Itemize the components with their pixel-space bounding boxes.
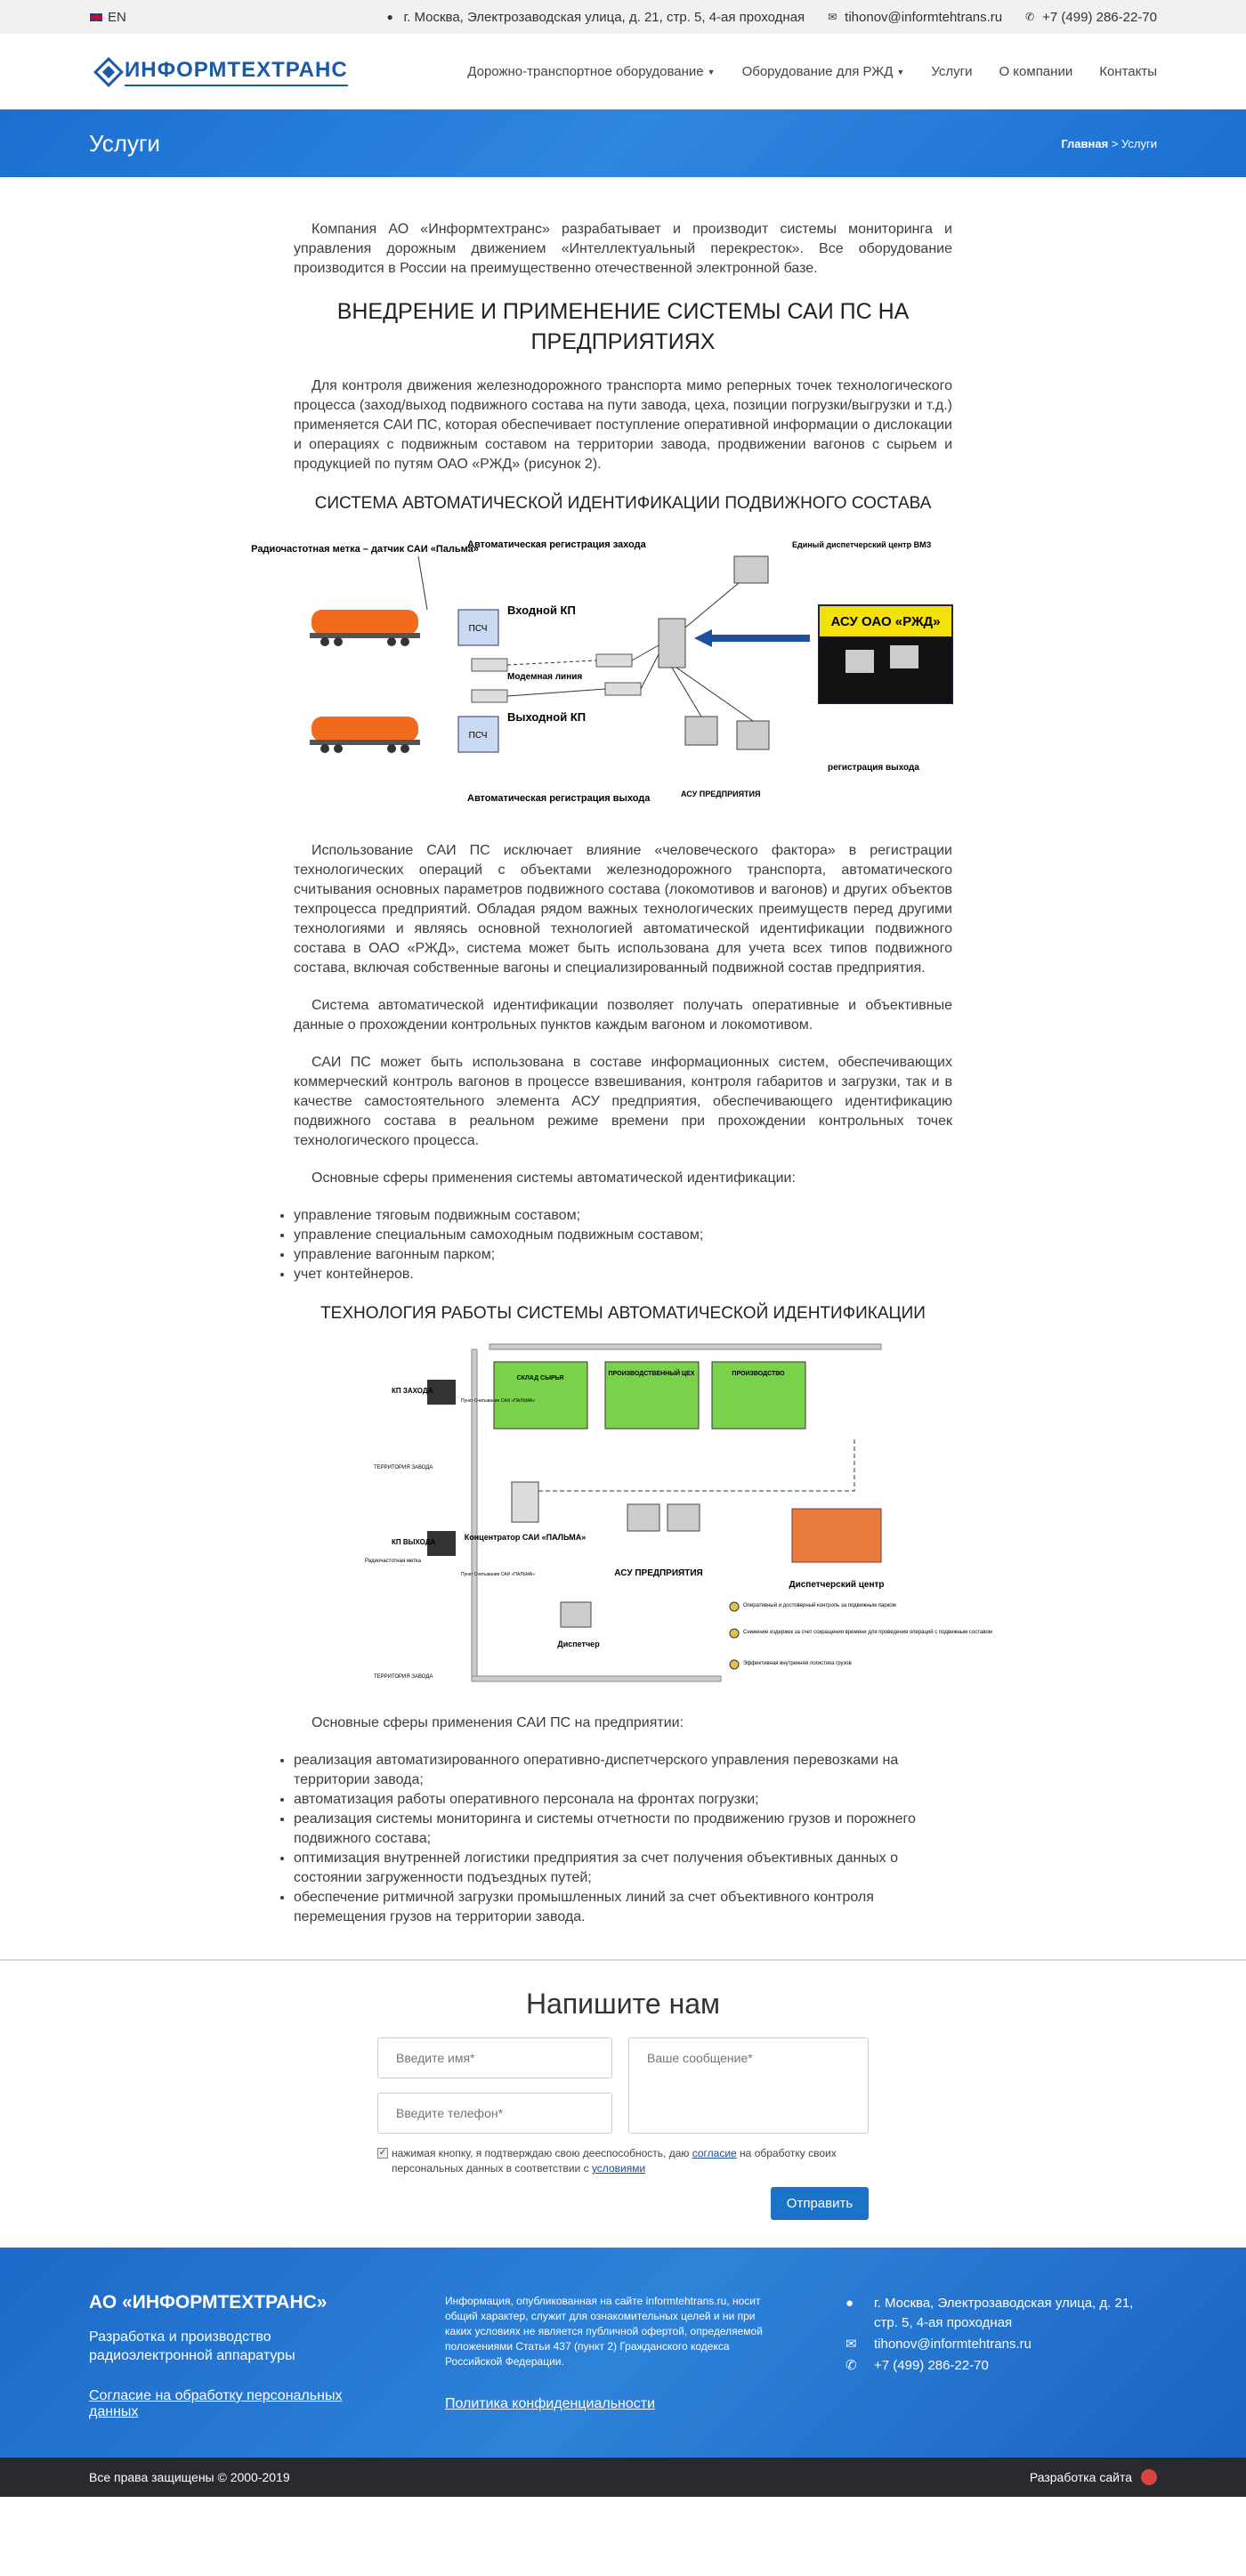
subheading-sai: СИСТЕМА АВТОМАТИЧЕСКОЙ ИДЕНТИФИКАЦИИ ПОДВИЖНОГО СОСТАВА bbox=[314, 494, 932, 513]
language-label[interactable]: EN bbox=[108, 9, 126, 25]
fig1-reg-out: Автоматическая регистрация выхода bbox=[467, 793, 651, 804]
submit-button[interactable]: Отправить bbox=[771, 2187, 869, 2220]
consent-link[interactable]: согласие bbox=[692, 2147, 737, 2159]
map-pin-icon: ● bbox=[386, 11, 393, 23]
fig1-kp-out: Выходной КП bbox=[507, 710, 587, 724]
footer-legal bbox=[445, 2294, 783, 2411]
address-text: г. Москва, Электрозаводская улица, д. 21, стр. 5, 4-ая проходная bbox=[403, 9, 805, 25]
fig2-terr2: ТЕРРИТОРИЯ ЗАВОДА bbox=[374, 1674, 433, 1680]
psch-bottom: ПСЧ bbox=[468, 731, 488, 741]
contact-form bbox=[377, 1961, 869, 2248]
footer-privacy-link[interactable]: Политика конфиденциальности bbox=[445, 2396, 656, 2411]
footer-consent-link[interactable]: Согласие на обработку персональных данных bbox=[89, 2388, 343, 2419]
paragraph-3: Система автоматической идентификации позволяет получать оперативные и объективные данные о прохождении контрольных пунктов каждым вагоном и локомотивом. bbox=[294, 998, 952, 1033]
uk-flag-icon bbox=[89, 12, 103, 22]
email-text[interactable]: tihonov@informtehtrans.ru bbox=[845, 9, 1003, 25]
page-title: Услуги bbox=[89, 129, 160, 157]
nav-services[interactable]: Услуги bbox=[931, 64, 973, 79]
bottom-bar bbox=[0, 2458, 1246, 2497]
footer-phone-text[interactable]: +7 (499) 286-22-70 bbox=[874, 2358, 989, 2373]
footer-email-text[interactable]: tihonov@informtehtrans.ru bbox=[874, 2337, 1032, 2352]
paragraph-5: Основные сферы применения системы автоматической идентификации: bbox=[312, 1171, 796, 1186]
name-input[interactable] bbox=[377, 2037, 612, 2078]
nav-road-equipment[interactable] bbox=[467, 64, 715, 79]
section-heading: ВНЕДРЕНИЕ И ПРИМЕНЕНИЕ СИСТЕМЫ САИ ПС НА ПРЕДПРИЯТИЯХ bbox=[336, 299, 910, 354]
caret-down-icon: ▼ bbox=[707, 68, 716, 77]
consent-checkbox[interactable]: ✓ bbox=[378, 2148, 387, 2158]
message-textarea[interactable] bbox=[628, 2037, 869, 2134]
list-item: • реализация автоматизированного оперативно-диспетчерского управления перевозками на территории завода; bbox=[294, 1751, 952, 1790]
envelope-icon: ✉ bbox=[828, 11, 837, 23]
developer-link[interactable] bbox=[1030, 2469, 1157, 2485]
breadcrumb-separator: > bbox=[1108, 136, 1122, 150]
footer-email[interactable] bbox=[846, 2335, 1157, 2354]
terms-link[interactable]: условиями bbox=[591, 2162, 646, 2175]
developer-logo-icon bbox=[1141, 2469, 1157, 2485]
figure-sai-scheme bbox=[251, 530, 952, 823]
footer-address-text: г. Москва, Электрозаводская улица, д. 21, стр. 5, 4-ая проходная bbox=[874, 2296, 1134, 2330]
fig2-b3: Эффективная внутренняя логистика грузов bbox=[743, 1661, 852, 1666]
list-item: • учет контейнеров. bbox=[294, 1265, 952, 1284]
list-sai-areas bbox=[294, 1206, 952, 1284]
fig2-ceh1: ПРОИЗВОДСТВЕННЫЙ ЦЕХ bbox=[608, 1371, 695, 1377]
consent-text-a: нажимая кнопку, я подтверждаю свою дееспособность, даю bbox=[392, 2147, 692, 2159]
paragraph-2: Использование САИ ПС исключает влияние «человеческого фактора» в регистрации технологических операций с объектами железнодорожного транспорта, автоматического считывания основных параметров подвижного состава (локомотивов и вагонов) и других объектов техпроцесса предприятий. Обладая рядом важных технологических преимуществ перед другими технологиями и являясь основной технологией автоматической идентификации подвижного состава в ОАО «РЖД», система может быть использована для учета всех типов подвижного состава, включая собственные вагоны и специализированный подвижной состав предприятия. bbox=[294, 843, 952, 976]
caret-down-icon: ▼ bbox=[896, 68, 905, 77]
site-header bbox=[0, 34, 1246, 109]
subheading-technology: ТЕХНОЛОГИЯ РАБОТЫ СИСТЕМЫ АВТОМАТИЧЕСКОЙ ИДЕНТИФИКАЦИИ bbox=[320, 1304, 926, 1323]
language-switch[interactable] bbox=[89, 10, 126, 25]
footer-description: Разработка и производство радиоэлектронной аппаратуры bbox=[89, 2329, 295, 2363]
tank-car-top bbox=[310, 610, 420, 646]
copyright: Все права защищены © 2000-2019 bbox=[89, 2470, 290, 2484]
list-item: • реализация системы мониторинга и системы отчетности по продвижению грузов и порожнего подвижного состава; bbox=[294, 1810, 952, 1849]
list-item: • управление тяговым подвижным составом; bbox=[294, 1206, 952, 1226]
fig2-ceh2: ПРОИЗВОДСТВО bbox=[732, 1371, 785, 1377]
footer-company bbox=[89, 2292, 392, 2420]
nav-rzd-equipment[interactable] bbox=[742, 64, 905, 79]
list-enterprise-areas bbox=[294, 1751, 952, 1927]
fig2-sai-bottom: Пункт Считывания САИ «ПАЛЬМА» bbox=[461, 1572, 536, 1577]
phone-icon: ✆ bbox=[846, 2358, 857, 2373]
page-banner bbox=[0, 109, 1246, 177]
fig2-sklad: СКЛАД СЫРЬЯ bbox=[516, 1375, 564, 1381]
fig2-terr1: ТЕРРИТОРИЯ ЗАВОДА bbox=[374, 1465, 433, 1470]
site-logo[interactable] bbox=[98, 58, 348, 86]
map-pin-icon: ● bbox=[846, 2296, 854, 2311]
top-bar bbox=[0, 0, 1246, 34]
fig2-kp-in: КП ЗАХОДА bbox=[392, 1387, 433, 1395]
fig1-center: Единый диспетчерский центр ВМЗ bbox=[792, 540, 932, 549]
phone-icon: ✆ bbox=[1025, 11, 1035, 23]
fig1-reg-in: Автоматическая регистрация захода bbox=[467, 539, 646, 550]
nav-label: Оборудование для РЖД bbox=[741, 64, 894, 79]
fig2-disp: Диспетчер bbox=[557, 1640, 600, 1648]
breadcrumb-current: Услуги bbox=[1121, 136, 1157, 150]
top-address bbox=[386, 10, 805, 25]
fig1-asu-ent: АСУ ПРЕДПРИЯТИЯ bbox=[681, 790, 761, 798]
fig2-dc: Диспетчерский центр bbox=[789, 1580, 885, 1590]
top-email[interactable] bbox=[828, 10, 1002, 25]
developer-text[interactable]: Разработка сайта bbox=[1029, 2470, 1132, 2484]
fig1-reg-exit: регистрация выхода bbox=[828, 763, 919, 773]
fig2-conc: Концентратор САИ «ПАЛЬМА» bbox=[464, 1533, 587, 1542]
footer-address bbox=[846, 2294, 1157, 2333]
figure-technology-scheme bbox=[338, 1340, 992, 1696]
fig1-tag-label: Радиочастотная метка – датчик САИ «Пальма» bbox=[251, 544, 479, 555]
psch-top: ПСЧ bbox=[468, 624, 488, 634]
consent-checkbox-row bbox=[377, 2146, 869, 2176]
nav-about[interactable]: О компании bbox=[999, 64, 1073, 79]
tank-car-bottom bbox=[310, 717, 420, 753]
breadcrumb-home[interactable]: Главная bbox=[1061, 136, 1109, 150]
footer-legal-text: Информация, опубликованная на сайте informtehtrans.ru, носит общий характер, служит для ознакомительных целей и ни при каких условиях не является публичной офертой, определяемой положениями Статьи 437 (пункт 2) Гражданского кодекса Российской Федерации. bbox=[445, 2295, 763, 2368]
footer-phone[interactable] bbox=[846, 2356, 1157, 2376]
footer-contacts bbox=[846, 2294, 1157, 2378]
list-item: • оптимизация внутренней логистики предприятия за счет получения объективных данных о состоянии загруженности подъездных путей; bbox=[294, 1849, 952, 1888]
consent-text-b: на обработку своих персональных данных в соответствии с bbox=[392, 2147, 837, 2175]
fig1-modem: Модемная линия bbox=[507, 672, 583, 682]
fig2-sai-top: Пункт Считывания САИ «ПАЛЬМА» bbox=[461, 1398, 536, 1404]
fig2-radio: Радиочастотная метка bbox=[365, 1559, 421, 1564]
fig2-kp-out: КП ВЫХОДА bbox=[392, 1538, 436, 1546]
logo-text: ИНФОРМТЕХТРАНС bbox=[125, 58, 348, 86]
fig1-kp-in: Входной КП bbox=[507, 603, 576, 617]
fig2-asu: АСУ ПРЕДПРИЯТИЯ bbox=[614, 1568, 703, 1578]
list-item: • управление вагонным парком; bbox=[294, 1245, 952, 1265]
paragraph-1: Для контроля движения железнодорожного транспорта мимо реперных точек технологического процесса (заход/выход подвижного состава на пути завода, цеха, позиции погрузки/выгрузки и т.д.) применяется САИ ПС, которая обеспечивает поступление оперативной информации о дислокации и операциях с подвижным составом на территории завода, продвижении вагонов с сырьем и продукцией по путям ОАО «РЖД» (рисунок 2). bbox=[294, 378, 952, 472]
list-item: • автоматизация работы оперативного персонала на фронтах погрузки; bbox=[294, 1790, 952, 1810]
list-item: • обеспечение ритмичной загрузки промышленных линий за счет объективного контроля перемещения грузов на территории завода. bbox=[294, 1888, 952, 1927]
footer-company-name: АО «ИНФОРМТЕХТРАНС» bbox=[89, 2292, 328, 2313]
phone-input[interactable] bbox=[377, 2093, 612, 2134]
breadcrumb bbox=[1061, 137, 1157, 150]
fig2-b1: Оперативный и достоверный контроль за подвижным парком bbox=[743, 1603, 896, 1608]
main-content bbox=[251, 177, 992, 1927]
list-item: • управление специальным самоходным подвижным составом; bbox=[294, 1226, 952, 1245]
fig1-asu-rzd: АСУ ОАО «РЖД» bbox=[830, 614, 941, 629]
intro-paragraph: Компания АО «Информтехтранс» разрабатывает и производит системы мониторинга и управления дорожным движением «Интеллектуальный перекресток». Все оборудование производится в России на преимущественно отечественной электронной базе. bbox=[294, 222, 952, 276]
envelope-icon: ✉ bbox=[846, 2337, 857, 2352]
phone-text[interactable]: +7 (499) 286-22-70 bbox=[1042, 9, 1157, 25]
form-title: Напишите нам bbox=[525, 1988, 721, 2020]
paragraph-4: САИ ПС может быть использована в составе информационных систем, обеспечивающих коммерческий контроль вагонов в процессе взвешивания, контроля габаритов и загрузки, так и в качестве самостоятельного элемента АСУ предприятия, обеспечивающего идентификацию подвижного состава в реальном режиме времени при прохождении контрольных точек технологического процесса. bbox=[294, 1055, 952, 1148]
top-phone[interactable] bbox=[1025, 10, 1157, 25]
site-footer bbox=[0, 2248, 1246, 2458]
nav-label: Дорожно-транспортное оборудование bbox=[467, 64, 704, 79]
paragraph-6: Основные сферы применения САИ ПС на предприятии: bbox=[312, 1715, 684, 1730]
fig2-b2: Снижение издержек за счет сокращения времени для проведения операций с подвижным составом bbox=[743, 1630, 992, 1635]
main-nav bbox=[467, 64, 1157, 79]
logo-diamond-icon bbox=[93, 57, 124, 87]
nav-contacts[interactable]: Контакты bbox=[1099, 64, 1157, 79]
